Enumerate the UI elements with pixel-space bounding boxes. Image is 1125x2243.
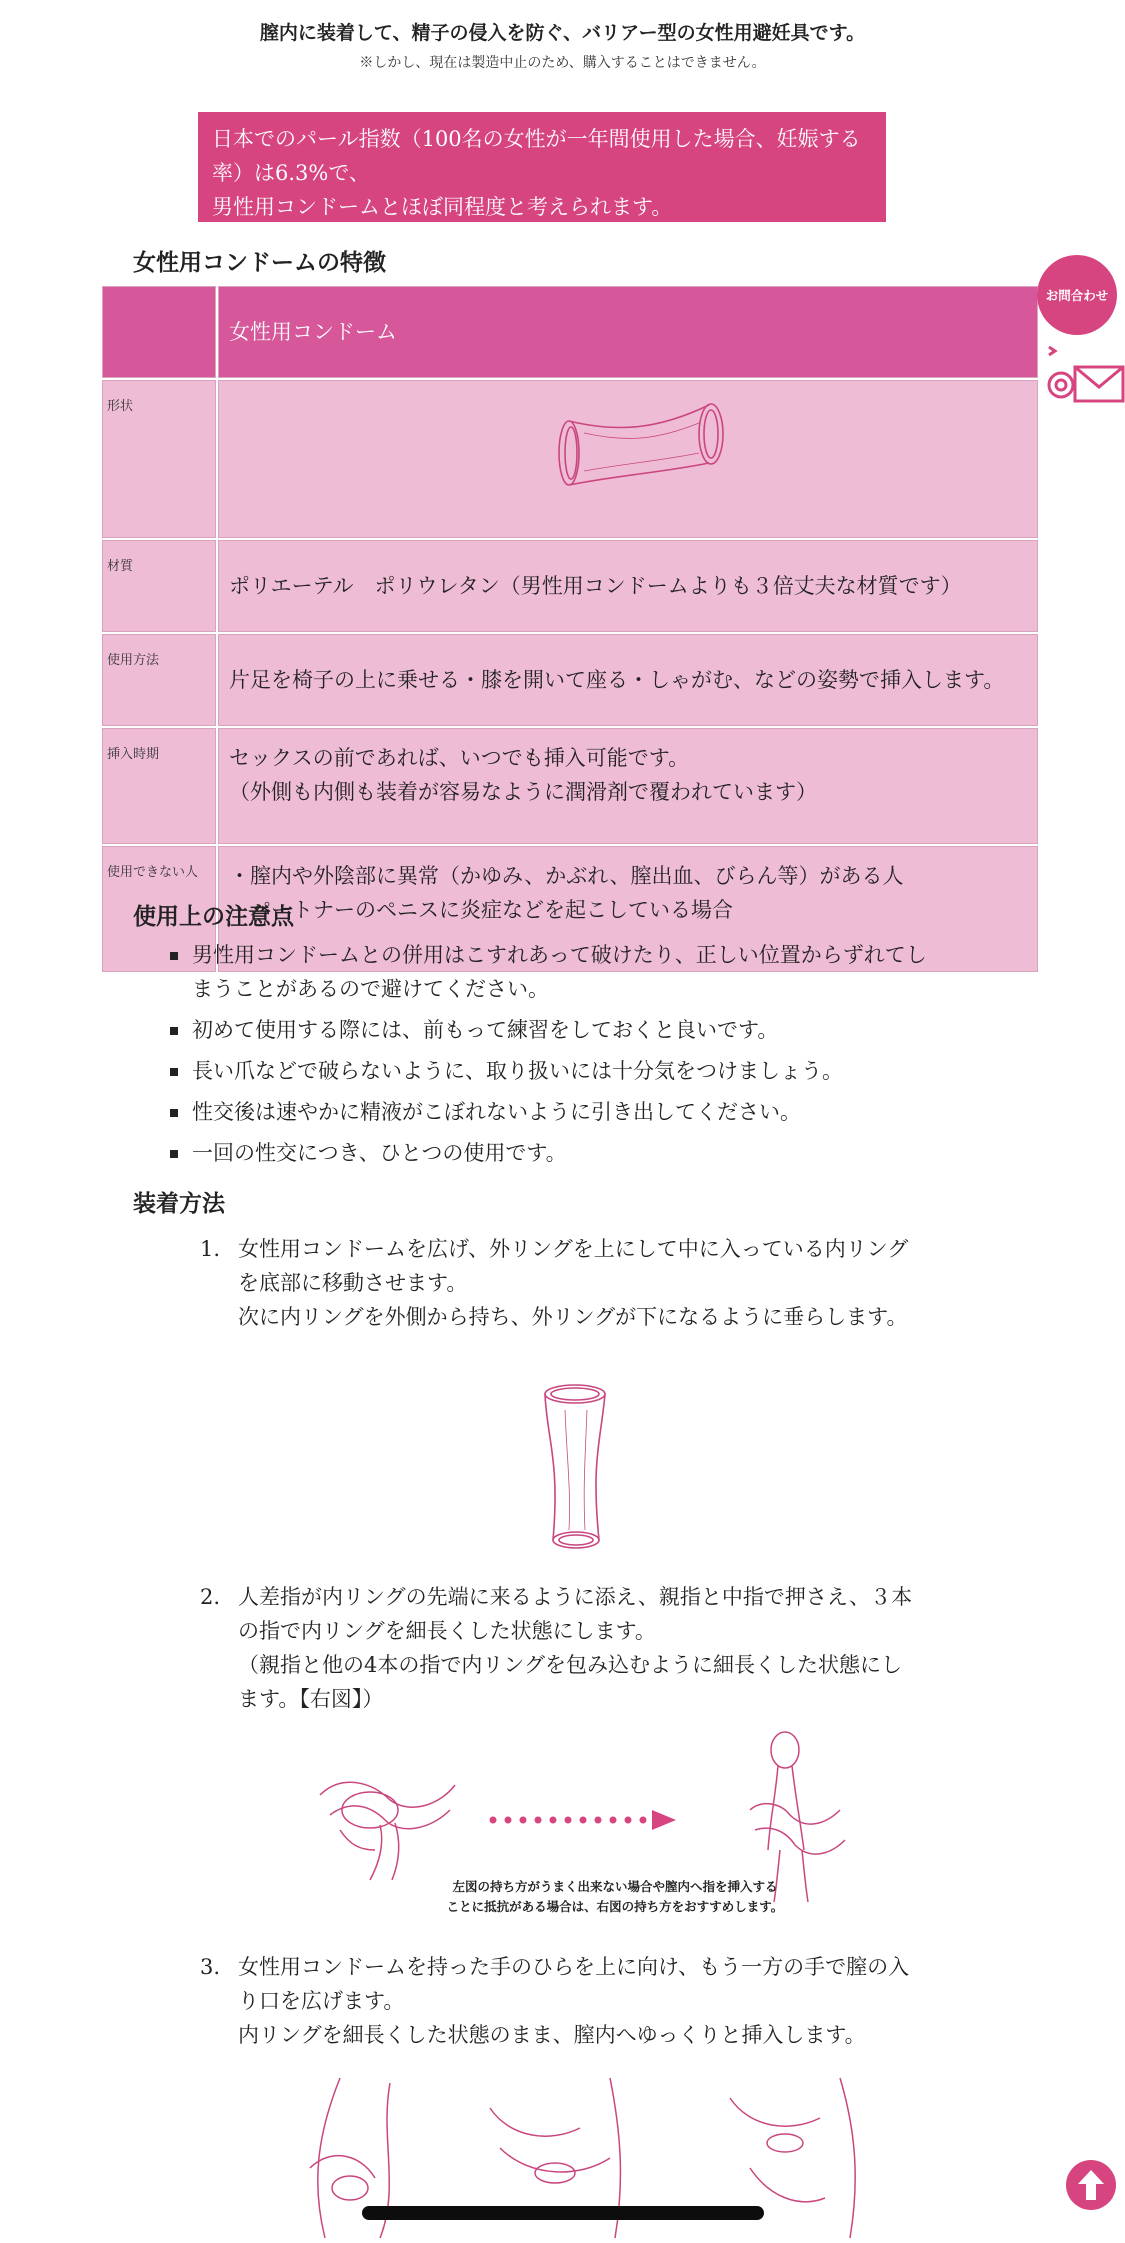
features-table [100, 284, 1040, 974]
arrow-right-icon [488, 1808, 678, 1832]
material-value: ポリエーテル ポリウレタン（男性用コンドームよりも３倍丈夫な材質です） [218, 540, 1038, 632]
table-row [102, 728, 1038, 844]
discontinued-note: ※しかし、現在は製造中止のため、購入することはできません。 [359, 55, 766, 71]
step-text: 女性用コンドームを持った手のひらを上に向け、もう一方の手で膣の入り口を広げます。 [238, 1955, 910, 2013]
table-header-empty [102, 286, 216, 378]
row-label-material: 材質 [102, 540, 216, 632]
table-header-label: 女性用コンドーム [218, 286, 1038, 378]
row-label-usage: 使用方法 [102, 634, 216, 726]
list-item: 初めて使用する際には、前もって練習をしておくと良いです。 [170, 1013, 930, 1047]
step-number: 2. [200, 1585, 221, 1609]
intro-text: 膣内に装着して、精子の侵入を防ぐ、バリアー型の女性用避妊具です。 [259, 22, 866, 44]
pearl-index-text: 日本でのパール指数（100名の女性が一年間使用した場合、妊娠する率）は6.3%で、 [212, 127, 861, 185]
table-row [102, 540, 1038, 632]
caption-line: 左図の持ち方がうまく出来ない場合や膣内へ指を挿入する [452, 1879, 778, 1894]
table-header-row [102, 286, 1038, 378]
hanging-condom-illustration [535, 1380, 615, 1560]
pearl-index-compare: 男性用コンドームとほぼ同程度と考えられます。 [212, 195, 673, 219]
usage-value: 片足を椅子の上に乗せる・膝を開いて座る・しゃがむ、などの姿勢で挿入します。 [218, 634, 1038, 726]
step-text: 女性用コンドームを広げ、外リングを上にして中に入っている内リングを底部に移動させます。 [238, 1237, 909, 1295]
step-2 [200, 1580, 920, 1716]
features-heading: 女性用コンドームの特徴 [133, 249, 386, 276]
list-item: 一回の性交につき、ひとつの使用です。 [170, 1136, 930, 1170]
cannot-use-line: ・パートナーのペニスに炎症などを起こしている場合 [229, 898, 733, 922]
female-condom-illustration [539, 393, 739, 503]
caption-line: ことに抵抗がある場合は、右図の持ち方をおすすめします。 [446, 1899, 784, 1914]
pearl-index-box [198, 112, 886, 222]
step-3 [200, 1950, 920, 2052]
caution-list [170, 938, 930, 1177]
list-item: 性交後は速やかに精液がこぼれないように引き出してください。 [170, 1095, 930, 1129]
timing-value [218, 728, 1038, 844]
grip-caption [395, 1877, 835, 1917]
row-label-cannot-use: 使用できない人 [102, 846, 216, 972]
list-item: 長い爪などで破らないように、取り扱いには十分気をつけましょう。 [170, 1054, 930, 1088]
row-label-timing: 挿入時期 [102, 728, 216, 844]
home-indicator [362, 2206, 764, 2220]
table-row [102, 380, 1038, 538]
shape-cell [218, 380, 1038, 538]
step-number: 1. [200, 1237, 221, 1261]
arrow-up-icon [1066, 2160, 1116, 2210]
contact-widget[interactable] [1037, 255, 1125, 405]
caution-heading: 使用上の注意点 [133, 903, 294, 930]
timing-line: セックスの前であれば、いつでも挿入可能です。 [229, 746, 690, 770]
cannot-use-line: ・膣内や外陰部に異常（かゆみ、かぶれ、膣出血、びらん等）がある人 [229, 864, 904, 888]
contact-badge[interactable]: お問合わせ [1037, 255, 1117, 335]
list-item: 男性用コンドームとの併用はこすれあって破けたり、正しい位置からずれてしまうことがあるので避けてください。 [170, 938, 930, 1006]
scroll-to-top-button[interactable] [1066, 2160, 1116, 2210]
finger-grip-left-illustration [310, 1755, 460, 1885]
step-text: （親指と他の4本の指で内リングを包み込むように細長くした状態にします。【右図】） [238, 1653, 902, 1711]
step-1 [200, 1232, 920, 1334]
step-number: 3. [200, 1955, 221, 1979]
step-text: 内リングを細長くした状態のまま、膣内へゆっくりと挿入します。 [238, 2023, 866, 2047]
step-text: 次に内リングを外側から持ち、外リングが下になるように垂らします。 [238, 1305, 908, 1329]
table-row [102, 634, 1038, 726]
step-text: 人差指が内リングの先端に来るように添え、親指と中指で押さえ、３本の指で内リングを細長くした状態にします。 [238, 1585, 913, 1643]
row-label-shape: 形状 [102, 380, 216, 538]
method-heading: 装着方法 [133, 1190, 225, 1217]
mail-icon [1037, 315, 1125, 405]
timing-line: （外側も内側も装着が容易なように潤滑剤で覆われています） [229, 780, 817, 804]
